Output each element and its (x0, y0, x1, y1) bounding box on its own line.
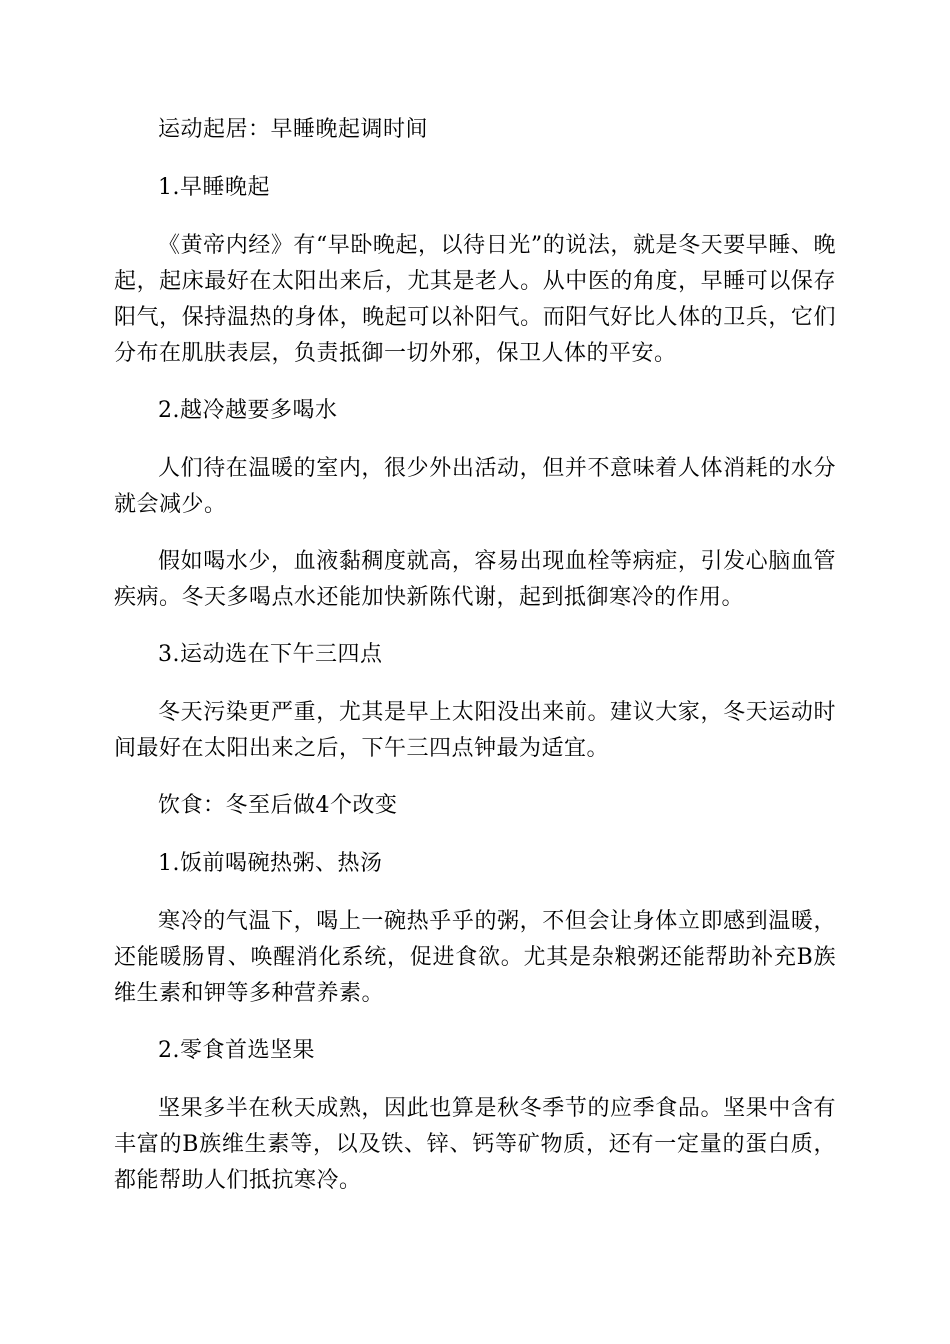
subheading-nuts: 2.零食首选坚果 (158, 1038, 315, 1063)
paragraph-nuts: 坚果多半在秋天成熟，因此也算是秋冬季节的应季食品。坚果中含有丰富的B族维生素等，以及铁、锌、钙等矿物质，还有一定量的蛋白质，都能帮助人们抵抗寒冷。 (114, 1096, 836, 1193)
subheading-exercise-time: 3.运动选在下午三四点 (158, 642, 383, 667)
section-heading-diet: 饮食：冬至后做4个改变 (158, 793, 398, 818)
paragraph-exercise-time: 冬天污染更严重，尤其是早上太阳没出来前。建议大家，冬天运动时间最好在太阳出来之后，下午三四点钟最为适宜。 (114, 700, 836, 761)
section-heading-exercise: 运动起居：早睡晚起调时间 (158, 117, 429, 142)
paragraph-water-1: 人们待在温暖的室内，很少外出活动，但并不意味着人体消耗的水分就会减少。 (114, 456, 836, 517)
subheading-water: 2.越冷越要多喝水 (158, 398, 338, 423)
subheading-porridge: 1.饭前喝碗热粥、热汤 (158, 851, 383, 876)
subheading-sleep: 1.早睡晚起 (158, 175, 270, 200)
paragraph-water-2: 假如喝水少，血液黏稠度就高，容易出现血栓等病症，引发心脑血管疾病。冬天多喝点水还能加快新陈代谢，起到抵御寒冷的作用。 (114, 549, 836, 610)
paragraph-porridge: 寒冷的气温下，喝上一碗热乎乎的粥，不但会让身体立即感到温暖，还能暖肠胃、唤醒消化系统，促进食欲。尤其是杂粮粥还能帮助补充B族维生素和钾等多种营养素。 (114, 909, 836, 1006)
paragraph-sleep: 《黄帝内经》有“早卧晚起，以待日光”的说法，就是冬天要早睡、晚起，起床最好在太阳出来后，尤其是老人。从中医的角度，早睡可以保存阳气，保持温热的身体，晚起可以补阳气。而阳气好比人体的卫兵，它们分布在肌肤表层，负责抵御一切外邪，保卫人体的平安。 (114, 233, 836, 366)
document-page (114, 112, 836, 1220)
